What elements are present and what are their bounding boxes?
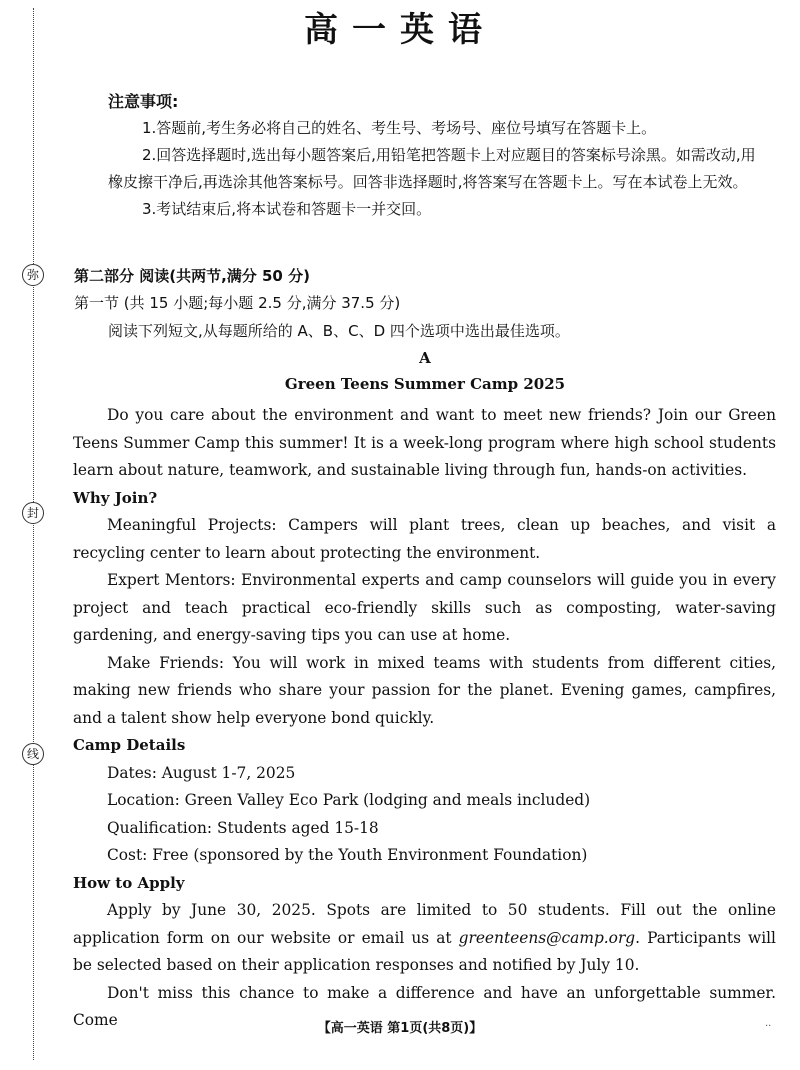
notice-block bbox=[108, 88, 768, 223]
apply-email: greenteens@camp.org bbox=[458, 928, 636, 947]
passage-body bbox=[73, 402, 776, 1035]
apply-text-1: Apply by June 30, 2025. Spots are limited to 50 students. Fill out the online application form on our website or email us at bbox=[73, 901, 776, 947]
detail-qualification: Qualification: Students aged 15-18 bbox=[107, 818, 379, 837]
notice-item-2: 2.回答选择题时,选出每小题答案后,用铅笔把答题卡上对应题目的答案标号涂黑。如需改动,用橡皮擦干净后,再选涂其他答案标号。回答非选择题时,将答案写在答题卡上。写在本试卷上无效。 bbox=[108, 146, 756, 191]
section-subtitle: 第一节 (共 15 小题;每小题 2.5 分,满分 37.5 分) bbox=[74, 294, 401, 312]
binding-dotted-line bbox=[33, 8, 34, 1060]
notice-item-1: 1.答题前,考生务必将自己的姓名、考生号、考场号、座位号填写在答题卡上。 bbox=[142, 119, 657, 137]
binding-mark-mi: 弥 bbox=[22, 264, 44, 286]
how-to-apply-heading: How to Apply bbox=[73, 873, 185, 892]
detail-dates: Dates: August 1-7, 2025 bbox=[107, 763, 296, 782]
page-footer: 【高一英语 第1页(共8页)】 bbox=[317, 1021, 483, 1036]
why-join-heading: Why Join? bbox=[73, 488, 158, 507]
detail-cost: Cost: Free (sponsored by the Youth Environment Foundation) bbox=[107, 846, 588, 864]
corner-dots: .. bbox=[765, 1018, 772, 1029]
binding-mark-feng: 封 bbox=[22, 502, 44, 524]
why-item-projects: Meaningful Projects: Campers will plant trees, clean up beaches, and visit a recycling center to learn about protecting the environment. bbox=[73, 516, 776, 562]
notice-heading: 注意事项: bbox=[108, 92, 179, 111]
apply-text-2: . Participants will be selected based on their application responses and notified by July 10. bbox=[73, 928, 776, 974]
passage-title: Green Teens Summer Camp 2025 bbox=[284, 375, 566, 393]
why-item-friends: Make Friends: You will work in mixed teams with students from different cities, making new friends who share your passion for the planet. Evening games, campfires, and a talent show help everyone bond quickly. bbox=[73, 653, 776, 727]
binding-mark-xian: 线 bbox=[22, 743, 44, 765]
camp-details-heading: Camp Details bbox=[73, 736, 186, 754]
section-instruction: 阅读下列短文,从每题所给的 A、B、C、D 四个选项中选出最佳选项。 bbox=[108, 322, 570, 340]
apply-paragraph bbox=[73, 897, 776, 980]
exam-title: 高一英语 bbox=[304, 10, 496, 50]
detail-location: Location: Green Valley Eco Park (lodging and meals included) bbox=[107, 791, 591, 809]
passage-letter: A bbox=[419, 349, 431, 367]
part-title: 第二部分 阅读(共两节,满分 50 分) bbox=[74, 267, 310, 285]
why-item-mentors: Expert Mentors: Environmental experts and camp counselors will guide you in every project and teach practical eco-friendly skills such as composting, water-saving gardening, and energy-saving tips you can use at home. bbox=[73, 571, 776, 644]
notice-item-3: 3.考试结束后,将本试卷和答题卡一并交回。 bbox=[142, 200, 432, 218]
closing-paragraph: Don't miss this chance to make a difference and have an unforgettable summer. Come bbox=[73, 983, 776, 1029]
passage-intro: Do you care about the environment and want to meet new friends? Join our Green Teens Summer Camp this summer! It is a week-long program where high school students learn about nature, teamwork, and sustainable living through fun, hands-on activities. bbox=[73, 406, 776, 479]
